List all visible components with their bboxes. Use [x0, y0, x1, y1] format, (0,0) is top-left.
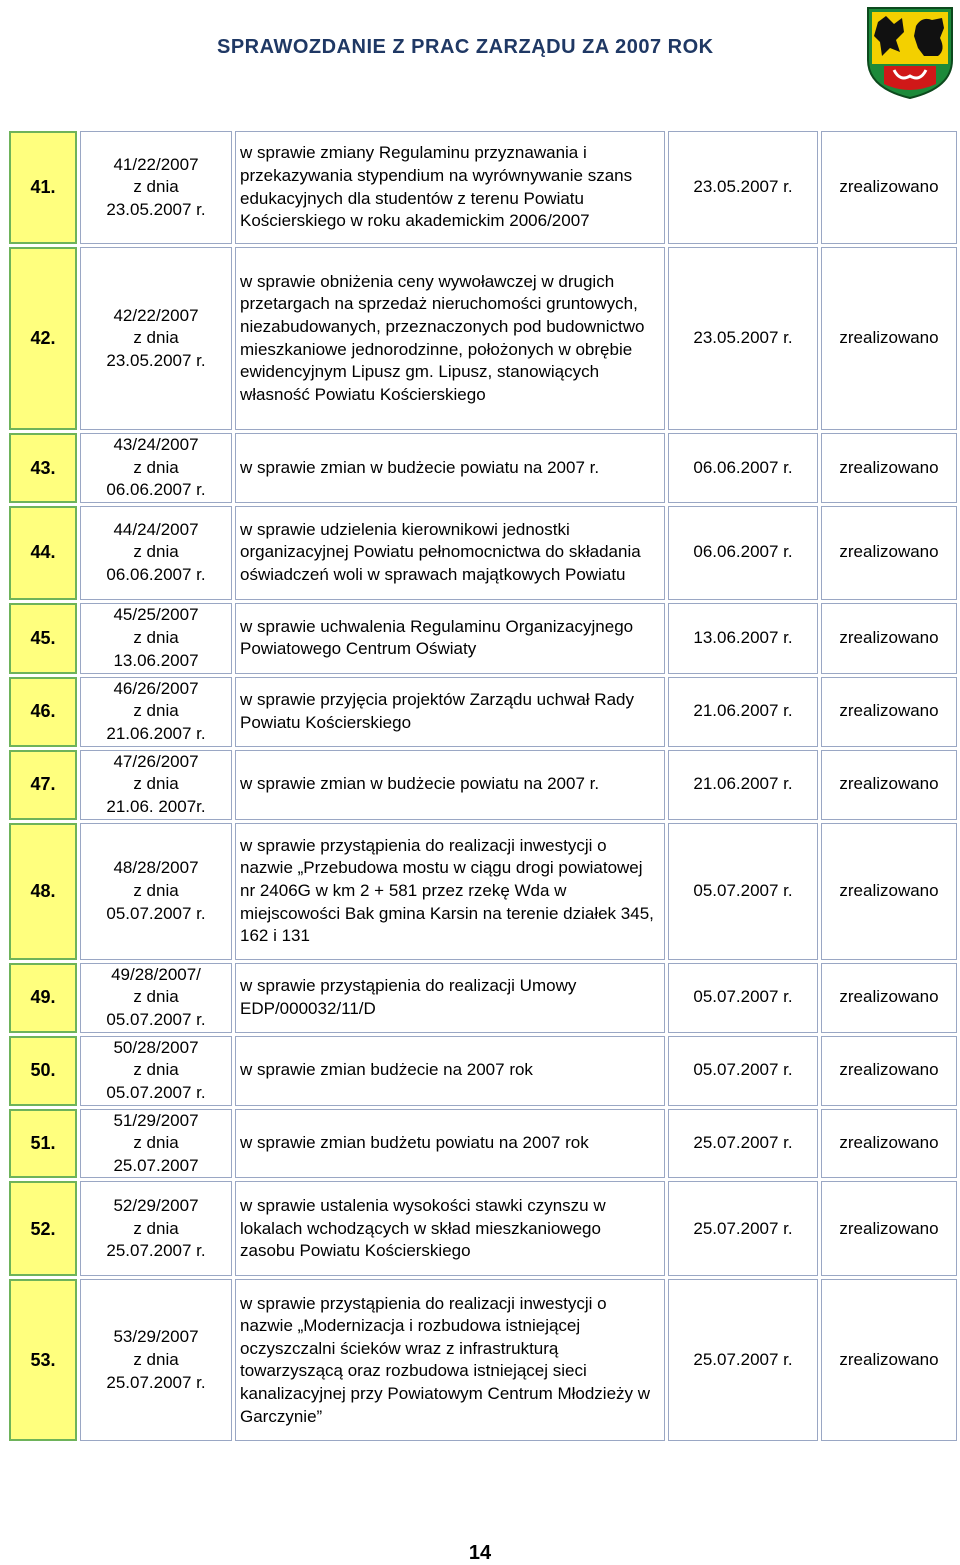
row-number: 53.: [9, 1279, 77, 1441]
resolution-reference: 53/29/2007 z dnia 25.07.2007 r.: [80, 1279, 232, 1441]
table-row: [9, 433, 957, 503]
execution-date: 23.05.2007 r.: [668, 131, 818, 244]
table-row: [9, 963, 957, 1033]
resolution-reference: 45/25/2007 z dnia 13.06.2007: [80, 603, 232, 674]
resolution-description: w sprawie uchwalenia Regulaminu Organizacyjnego Powiatowego Centrum Oświaty: [235, 603, 665, 674]
table-row: [9, 1181, 957, 1276]
status-text: zrealizowano: [821, 1279, 957, 1441]
resolution-reference: 44/24/2007 z dnia 06.06.2007 r.: [80, 506, 232, 600]
coat-of-arms-icon: [864, 4, 956, 100]
resolution-description: w sprawie ustalenia wysokości stawki czynszu w lokalach wchodzących w skład mieszkaniowego zasobu Powiatu Kościerskiego: [235, 1181, 665, 1276]
row-number: 43.: [9, 433, 77, 503]
status-text: zrealizowano: [821, 1181, 957, 1276]
table-row: [9, 1109, 957, 1179]
table-row: [9, 603, 957, 674]
execution-date: 05.07.2007 r.: [668, 963, 818, 1033]
execution-date: 05.07.2007 r.: [668, 1036, 818, 1106]
resolution-reference: 49/28/2007/ z dnia 05.07.2007 r.: [80, 963, 232, 1033]
resolution-description: w sprawie zmian budżecie na 2007 rok: [235, 1036, 665, 1106]
status-text: zrealizowano: [821, 1036, 957, 1106]
resolution-description: w sprawie zmian budżetu powiatu na 2007 rok: [235, 1109, 665, 1179]
row-number: 45.: [9, 603, 77, 674]
status-text: zrealizowano: [821, 433, 957, 503]
table-row: [9, 131, 957, 244]
resolution-reference: 51/29/2007 z dnia 25.07.2007: [80, 1109, 232, 1179]
row-number: 44.: [9, 506, 77, 600]
resolutions-table: [6, 128, 960, 1444]
resolution-description: w sprawie przystąpienia do realizacji Umowy EDP/000032/11/D: [235, 963, 665, 1033]
page-number: 14: [468, 1542, 492, 1564]
resolution-reference: 50/28/2007 z dnia 05.07.2007 r.: [80, 1036, 232, 1106]
resolution-description: w sprawie przystąpienia do realizacji inwestycji o nazwie „Modernizacja i rozbudowa istniejącej oczyszczalni ścieków wraz z infrastrukturą towarzyszącą oraz rozbudowa istniejącej sieci kanalizacyjnej przy Powiatowym Centrum Młodzieży w Garczynie”: [235, 1279, 665, 1441]
table-row: [9, 1036, 957, 1106]
execution-date: 23.05.2007 r.: [668, 247, 818, 430]
resolution-reference: 48/28/2007 z dnia 05.07.2007 r.: [80, 823, 232, 960]
execution-date: 25.07.2007 r.: [668, 1181, 818, 1276]
row-number: 51.: [9, 1109, 77, 1179]
resolution-description: w sprawie przystąpienia do realizacji inwestycji o nazwie „Przebudowa mostu w ciągu drogi powiatowej nr 2406G w km 2 + 581 przez rzekę Wda w miejscowości Bak gmina Karsin na terenie działek 345, 162 i 131: [235, 823, 665, 960]
execution-date: 06.06.2007 r.: [668, 433, 818, 503]
row-number: 52.: [9, 1181, 77, 1276]
status-text: zrealizowano: [821, 823, 957, 960]
row-number: 49.: [9, 963, 77, 1033]
resolution-description: w sprawie zmian w budżecie powiatu na 2007 r.: [235, 750, 665, 820]
status-text: zrealizowano: [821, 131, 957, 244]
status-text: zrealizowano: [821, 1109, 957, 1179]
resolution-reference: 46/26/2007 z dnia 21.06.2007 r.: [80, 677, 232, 747]
resolution-description: w sprawie zmiany Regulaminu przyznawania i przekazywania stypendium na wyrównywanie szans edukacyjnych dla studentów z terenu Powiatu Kościerskiego w roku akademickim 2006/2007: [235, 131, 665, 244]
status-text: zrealizowano: [821, 677, 957, 747]
resolution-reference: 42/22/2007 z dnia 23.05.2007 r.: [80, 247, 232, 430]
row-number: 47.: [9, 750, 77, 820]
resolution-reference: 43/24/2007 z dnia 06.06.2007 r.: [80, 433, 232, 503]
table-row: [9, 750, 957, 820]
table-row: [9, 677, 957, 747]
resolution-description: w sprawie obniżenia ceny wywoławczej w drugich przetargach na sprzedaż nieruchomości gruntowych, niezabudowanych, przeznaczonych pod budownictwo mieszkaniowe jednorodzinne, położonych w obrębie ewidencyjnym Lipusz gm. Lipusz, stanowiących własność Powiatu Kościerskiego: [235, 247, 665, 430]
resolution-description: w sprawie przyjęcia projektów Zarządu uchwał Rady Powiatu Kościerskiego: [235, 677, 665, 747]
table-row: [9, 247, 957, 430]
execution-date: 25.07.2007 r.: [668, 1279, 818, 1441]
resolution-reference: 41/22/2007 z dnia 23.05.2007 r.: [80, 131, 232, 244]
table-row: [9, 1279, 957, 1441]
row-number: 41.: [9, 131, 77, 244]
table-row: [9, 506, 957, 600]
row-number: 50.: [9, 1036, 77, 1106]
resolution-description: w sprawie udzielenia kierownikowi jednostki organizacyjnej Powiatu pełnomocnictwa do składania oświadczeń woli w sprawach majątkowych Powiatu: [235, 506, 665, 600]
execution-date: 21.06.2007 r.: [668, 750, 818, 820]
row-number: 48.: [9, 823, 77, 960]
report-title: SPRAWOZDANIE Z PRAC ZARZĄDU ZA 2007 ROK: [217, 36, 714, 58]
status-text: zrealizowano: [821, 603, 957, 674]
row-number: 46.: [9, 677, 77, 747]
row-number: 42.: [9, 247, 77, 430]
table-row: [9, 823, 957, 960]
resolution-reference: 52/29/2007 z dnia 25.07.2007 r.: [80, 1181, 232, 1276]
execution-date: 25.07.2007 r.: [668, 1109, 818, 1179]
execution-date: 21.06.2007 r.: [668, 677, 818, 747]
resolution-reference: 47/26/2007 z dnia 21.06. 2007r.: [80, 750, 232, 820]
resolution-description: w sprawie zmian w budżecie powiatu na 2007 r.: [235, 433, 665, 503]
status-text: zrealizowano: [821, 750, 957, 820]
execution-date: 05.07.2007 r.: [668, 823, 818, 960]
execution-date: 13.06.2007 r.: [668, 603, 818, 674]
status-text: zrealizowano: [821, 247, 957, 430]
status-text: zrealizowano: [821, 963, 957, 1033]
execution-date: 06.06.2007 r.: [668, 506, 818, 600]
status-text: zrealizowano: [821, 506, 957, 600]
